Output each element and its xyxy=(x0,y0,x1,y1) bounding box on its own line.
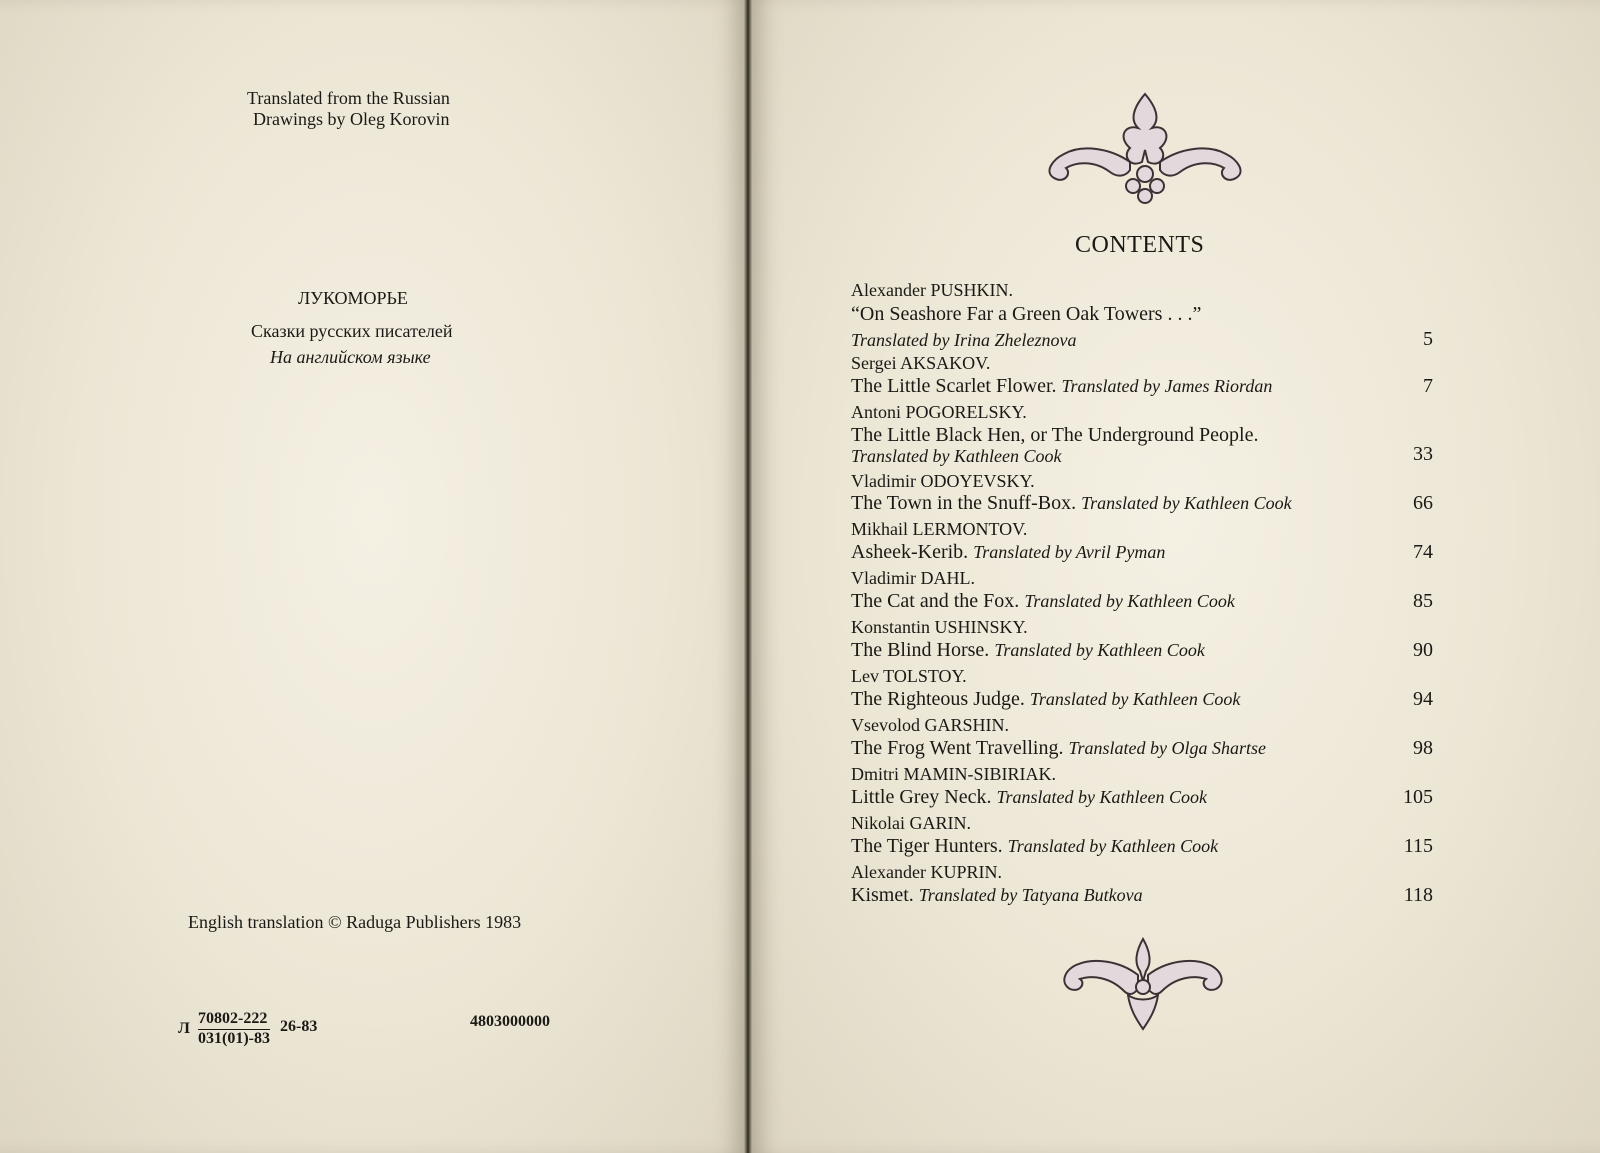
toc-entry xyxy=(851,688,1240,711)
toc-title: The Righteous Judge. xyxy=(851,688,1025,710)
catalog-fraction xyxy=(198,1010,270,1048)
catalog-numerator: 70802-222 xyxy=(198,1010,270,1030)
toc-author: Mikhail LERMONTOV. xyxy=(851,519,1028,539)
toc-title: The Little Black Hen, or The Underground People. xyxy=(851,424,1259,446)
toc-author: Lev TOLSTOY. xyxy=(851,666,967,686)
left-page xyxy=(0,0,744,1153)
toc-page-number: 33 xyxy=(1413,443,1433,465)
toc-title: The Blind Horse. xyxy=(851,639,990,661)
toc-translator: Translated by Kathleen Cook xyxy=(1024,591,1235,611)
credits-drawings: Drawings by Oleg Korovin xyxy=(253,109,450,129)
toc-author: Sergei AKSAKOV. xyxy=(851,353,991,373)
toc-translator: Translated by Kathleen Cook xyxy=(1081,493,1292,513)
catalog-code: 4803000000 xyxy=(470,1013,550,1030)
credits-translated: Translated from the Russian xyxy=(247,88,450,108)
toc-author: Vsevolod GARSHIN. xyxy=(851,715,1010,735)
toc-entry xyxy=(851,541,1165,564)
toc-translator: Translated by Olga Shartse xyxy=(1068,738,1266,758)
toc-translator: Translated by Irina Zheleznova xyxy=(851,330,1077,350)
contents-title: CONTENTS xyxy=(1075,232,1205,258)
toc-entry xyxy=(851,737,1266,760)
toc-entry xyxy=(851,639,1205,662)
book-gutter xyxy=(744,0,752,1153)
toc-page-number: 7 xyxy=(1423,375,1433,397)
toc-translator: Translated by Avril Pyman xyxy=(973,542,1166,562)
toc-translator: Translated by James Riordan xyxy=(1061,376,1273,396)
toc-page-number: 90 xyxy=(1413,639,1433,661)
toc-entry xyxy=(851,375,1272,398)
toc-translator: Translated by Kathleen Cook xyxy=(1007,836,1219,856)
toc-page-number: 115 xyxy=(1403,835,1433,857)
toc-author: Alexander PUSHKIN. xyxy=(851,280,1013,300)
catalog-prefix: Л xyxy=(178,1020,190,1037)
toc-entry xyxy=(851,590,1235,613)
toc-page-number: 105 xyxy=(1403,786,1433,808)
toc-title: The Little Scarlet Flower. xyxy=(851,375,1057,397)
bottom-ornament xyxy=(1058,935,1228,1035)
toc-page-number: 74 xyxy=(1413,541,1433,563)
toc-author: Dmitri MAMIN-SIBIRIAK. xyxy=(851,764,1056,784)
toc-translator: Translated by Tatyana Butkova xyxy=(918,885,1143,905)
toc-translator: Translated by Kathleen Cook xyxy=(996,787,1207,807)
toc-entry xyxy=(851,884,1143,907)
toc-translator: Translated by Kathleen Cook xyxy=(1029,689,1241,709)
catalog-suffix: 26-83 xyxy=(280,1018,318,1035)
toc-page-number: 98 xyxy=(1413,737,1433,759)
russian-title: ЛУКОМОРЬЕ xyxy=(298,288,408,308)
toc-author: Konstantin USHINSKY. xyxy=(851,617,1028,637)
toc-author: Nikolai GARIN. xyxy=(851,813,971,833)
toc-page-number: 85 xyxy=(1413,590,1433,612)
toc-translator: Translated by Kathleen Cook xyxy=(851,446,1062,466)
toc-title: The Town in the Snuff-Box. xyxy=(851,492,1077,514)
toc-author: Vladimir ODOYEVSKY. xyxy=(851,471,1035,491)
toc-title: The Cat and the Fox. xyxy=(851,590,1020,612)
toc-author: Vladimir DAHL. xyxy=(851,568,975,588)
toc-title: Kismet. xyxy=(851,884,914,906)
toc-entry xyxy=(851,492,1292,515)
toc-page-number: 118 xyxy=(1403,884,1433,906)
toc-author: Antoni POGORELSKY. xyxy=(851,402,1027,422)
toc-entry xyxy=(851,835,1218,858)
toc-title: “On Seashore Far a Green Oak Towers . . .” xyxy=(851,303,1202,325)
toc-page-number: 94 xyxy=(1413,688,1433,710)
catalog-denominator: 031(01)-83 xyxy=(198,1030,270,1047)
toc-entry xyxy=(851,786,1207,809)
copyright-line: English translation © Raduga Publishers 1983 xyxy=(188,912,522,932)
top-ornament xyxy=(1030,90,1260,212)
toc-title: The Tiger Hunters. xyxy=(851,835,1003,857)
toc-translator: Translated by Kathleen Cook xyxy=(994,640,1205,660)
toc-author: Alexander KUPRIN. xyxy=(851,862,1002,882)
russian-language-note: На английском языке xyxy=(270,347,431,367)
toc-page-number: 66 xyxy=(1413,492,1433,514)
russian-subtitle: Сказки русских писателей xyxy=(251,321,453,341)
toc-title: The Frog Went Travelling. xyxy=(851,737,1064,759)
toc-title: Little Grey Neck. xyxy=(851,786,992,808)
toc-title: Asheek-Kerib. xyxy=(851,541,969,563)
toc-page-number: 5 xyxy=(1423,328,1433,350)
